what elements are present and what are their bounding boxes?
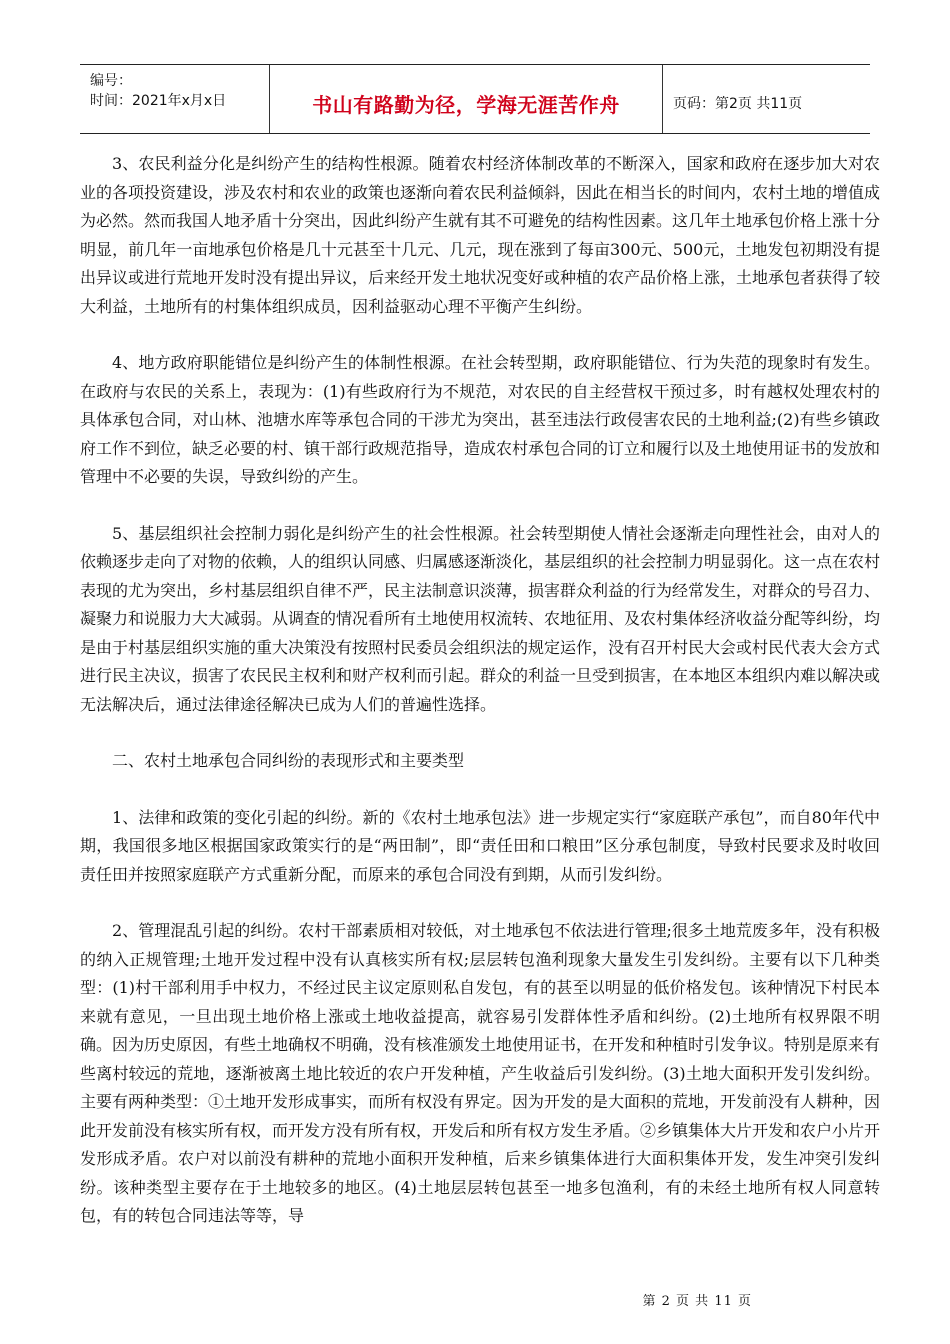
page-header bbox=[80, 64, 870, 134]
page-info-text: 页码：第2页 共11页 bbox=[673, 96, 803, 112]
header-motto-cell bbox=[270, 65, 663, 133]
document-body bbox=[80, 150, 880, 1259]
document-time-label: 时间：2021年x月x日 bbox=[90, 93, 227, 109]
paragraph-4: 4、地方政府职能错位是纠纷产生的体制性根源。在社会转型期，政府职能错位、行为失范的现象时有发生。在政府与农民的关系上，表现为：(1)有些政府行为不规范，对农民的自主经营权干预过多，时有越权处理农村的具体承包合同，对山林、池塘水库等承包合同的干涉尤为突出，甚至违法行政侵害农民的土地利益;(2)有些乡镇政府工作不到位，缺乏必要的村、镇干部行政规范指导，造成农村承包合同的订立和履行以及土地使用证书的发放和管理中不必要的失误，导致纠纷的产生。 bbox=[80, 353, 881, 486]
document-number-label: 编号： bbox=[90, 73, 132, 89]
header-meta bbox=[80, 65, 270, 133]
paragraph-5: 5、基层组织社会控制力弱化是纠纷产生的社会性根源。社会转型期使人情社会逐渐走向理性社会，由对人的依赖逐步走向了对物的依赖，人的组织认同感、归属感逐渐淡化，基层组织的社会控制力明显弱化。这一点在农村表现的尤为突出，乡村基层组织自律不严，民主法制意识淡薄，损害群众利益的行为经常发生，对群众的号召力、凝聚力和说服力大大减弱。从调查的情况看所有土地使用权流转、农地征用、及农村集体经济收益分配等纠纷，均是由于村基层组织实施的重大决策没有按照村民委员会组织法的规定运作，没有召开村民大会或村民代表大会方式进行民主决议，损害了农民民主权利和财产权利而引起。群众的利益一旦受到损害，在本地区本组织内难以解决或无法解决后，通过法律途径解决已成为人们的普遍性选择。 bbox=[80, 523, 881, 714]
header-page-info bbox=[663, 65, 870, 133]
section-heading: 二、农村土地承包合同纠纷的表现形式和主要类型 bbox=[112, 751, 465, 770]
page-footer bbox=[643, 1290, 752, 1309]
header-motto: 书山有路勤为径，学海无涯苦作舟 bbox=[312, 92, 620, 117]
footer-page-number: 第 2 页 共 11 页 bbox=[642, 1294, 752, 1309]
paragraph-type-2: 2、管理混乱引起的纠纷。农村干部素质相对较低，对土地承包不依法进行管理;很多土地荒废多年，没有积极的纳入正规管理;土地开发过程中没有认真核实所有权;层层转包渔利现象大量发生引发纠纷。主要有以下几种类型：(1)村干部利用手中权力，不经过民主议定原则私自发包，有的甚至以明显的低价格发包。该种情况下村民本来就有意见，一旦出现土地价格上涨或土地收益提高，就容易引发群体性矛盾和纠纷。(2)土地所有权界限不明确。因为历史原因，有些土地确权不明确，没有核准颁发土地使用证书，在开发和种植时引发争议。特别是原来有些离村较远的荒地，逐渐被离土地比较近的农户开发种植，产生收益后引发纠纷。(3)土地大面积开发引发纠纷。主要有两种类型：①土地开发形成事实，而所有权没有界定。因为开发的是大面积的荒地，开发前没有人耕种，因此开发前没有核实所有权，而开发方没有所有权，开发后和所有权方发生矛盾。②乡镇集体大片开发和农户小片开发形成矛盾。农户对以前没有耕种的荒地小面积开发种植，后来乡镇集体进行大面积集体开发，发生冲突引发纠纷。该种类型主要存在于土地较多的地区。(4)土地层层转包甚至一地多包渔利，有的未经土地所有权人同意转包，有的转包合同违法等等，导 bbox=[80, 921, 881, 1225]
paragraph-3: 3、农民利益分化是纠纷产生的结构性根源。随着农村经济体制改革的不断深入，国家和政府在逐步加大对农业的各项投资建设，涉及农村和农业的政策也逐渐向着农民利益倾斜，因此在相当长的时间内，农村土地的增值成为必然。然而我国人地矛盾十分突出，因此纠纷产生就有其不可避免的结构性因素。这几年土地承包价格上涨十分明显，前几年一亩地承包价格是几十元甚至十几元、几元，现在涨到了每亩300元、500元，土地发包初期没有提出异议或进行荒地开发时没有提出异议，后来经开发土地状况变好或种植的农产品价格上涨，土地承包者获得了较大利益，土地所有的村集体组织成员，因利益驱动心理不平衡产生纠纷。 bbox=[80, 154, 881, 316]
paragraph-type-1: 1、法律和政策的变化引起的纠纷。新的《农村土地承包法》进一步规定实行“家庭联产承包”，而自80年代中期，我国很多地区根据国家政策实行的是“两田制”，即“责任田和口粮田”区分承包制度，导致村民要求及时收回责任田并按照家庭联产方式重新分配，而原来的承包合同没有到期，从而引发纠纷。 bbox=[80, 807, 880, 884]
